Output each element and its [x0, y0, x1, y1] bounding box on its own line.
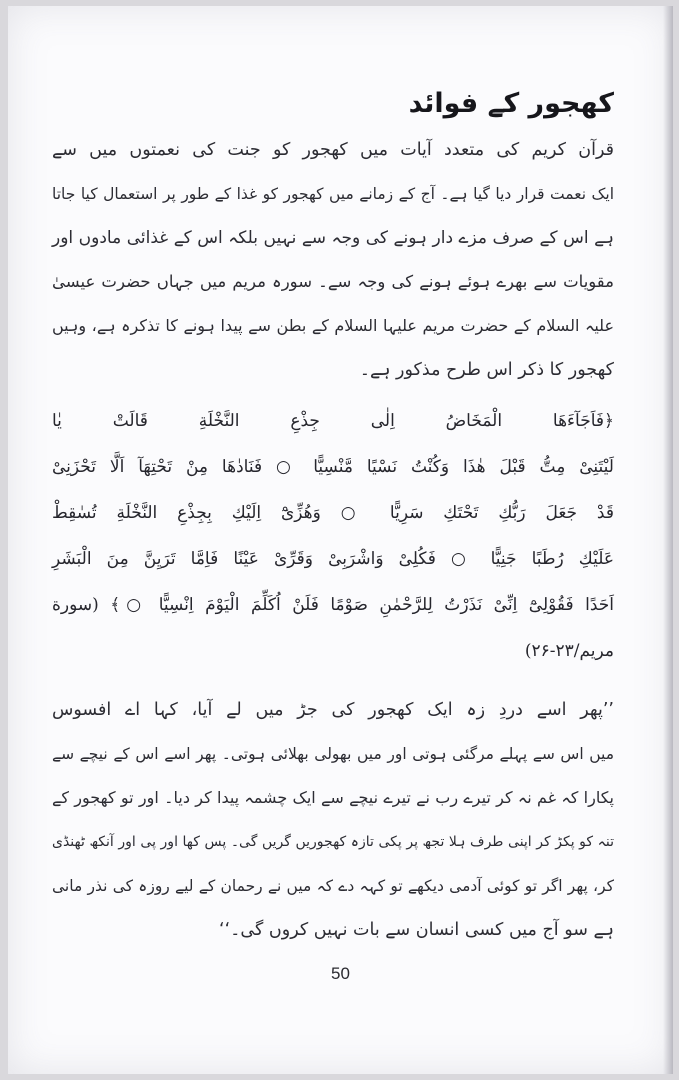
quran-verse-block [52, 398, 614, 674]
paragraph-line: کھجور کا ذکر اس طرح مذکور ہے۔ [359, 360, 614, 380]
page-number: 50 [331, 964, 350, 983]
verse-line: قَدْ جَعَلَ رَبُّكِ تَحْتَكِ سَرِيًّا ○ وَهُزِّىْٓ اِلَيْكِ بِجِذْعِ النَّخْلَةِ تُسٰقِطْ [52, 503, 614, 523]
translation-line: پکارا کہ غم نہ کر تیرے رب نے تیرے نیچے سے ایک چشمہ پیدا کر دیا۔ اور تو کھجور کے [52, 788, 614, 807]
paragraph-line: ہے اس کے صرف مزے دار ہونے کی وجہ سے نہیں بلکہ اس کے غذائی مادوں اور [52, 228, 614, 248]
translation-line: میں اس سے پہلے مرگئی ہوتی اور میں بھولی بھلائی ہوتی۔ پھر اسے اس کے نیچے سے [52, 745, 614, 763]
translation-line: ہے سو آج میں کسی انسان سے بات نہیں کروں گی۔‘‘ [219, 920, 614, 940]
page-edge-shadow [663, 6, 673, 1074]
translation-paragraph [52, 688, 614, 952]
verse-reference: مریم/۲۳-۲۶) [524, 641, 614, 661]
section-heading: کھجور کے فوائد [408, 88, 614, 119]
translation-line: کر، پھر اگر تو کوئی آدمی دیکھے تو کہہ دے کہ میں نے رحمان کے لیے روزہ کی نذر مانی [52, 877, 614, 895]
verse-line: لَيْتَنِىْ مِتُّ قَبْلَ هٰذَا وَكُنْتُ نَسْيًا مَّنْسِيًّا ○ فَنَادٰهَا مِنْ تَحْتِهَآ اَلَّا تَحْزَنِىْ [52, 457, 614, 477]
translation-line: تنہ کو پکڑ کر اپنی طرف ہلا تجھ پر پکی تازہ کھجوریں گریں گی۔ پس کھا اور پی اور آنکھ ٹھنڈی [52, 834, 614, 850]
verse-line: ﴿فَاَجَآءَهَا الْمَخَاضُ اِلٰى جِذْعِ النَّخْلَةِ قَالَتْ يٰا [52, 411, 614, 431]
paragraph-line: ایک نعمت قرار دیا گیا ہے۔ آج کے زمانے میں کھجور کو غذا کے طور پر استعمال کیا جاتا [52, 185, 614, 203]
text-column [52, 84, 614, 952]
book-page [8, 6, 673, 1074]
paragraph-line: مقویات سے بھرے ہوئے ہونے کی وجہ سے۔ سورہ مریم میں جہاں حضرت عیسیٰ [52, 272, 614, 291]
translation-line: ’’پھر اسے دردِ زہ ایک کھجور کی جڑ میں لے آیا، کہا اے افسوس [52, 700, 614, 720]
intro-paragraph [52, 128, 614, 392]
verse-line: اَحَدًا فَقُوْلِىْٓ اِنِّىْ نَذَرْتُ لِلرَّحْمٰنِ صَوْمًا فَلَنْ اُكَلِّمَ الْيَوْمَ اِنْسِيًّا ○﴾ (سورة [52, 595, 614, 615]
verse-line: عَلَيْكِ رُطَبًا جَنِيًّا ○ فَكُلِىْ وَاشْرَبِىْ وَقَرِّىْ عَيْنًا فَاِمَّا تَرَيِنَّ مِنَ الْبَشَرِ [52, 549, 614, 569]
paragraph-line: قرآن کریم کی متعدد آیات میں کھجور کو جنت کی نعمتوں میں سے [52, 140, 614, 160]
paragraph-line: علیہ السلام کے حضرت مریم علیہا السلام کے بطن سے پیدا ہونے کا تذکرہ ہے، وہیں [52, 316, 614, 335]
